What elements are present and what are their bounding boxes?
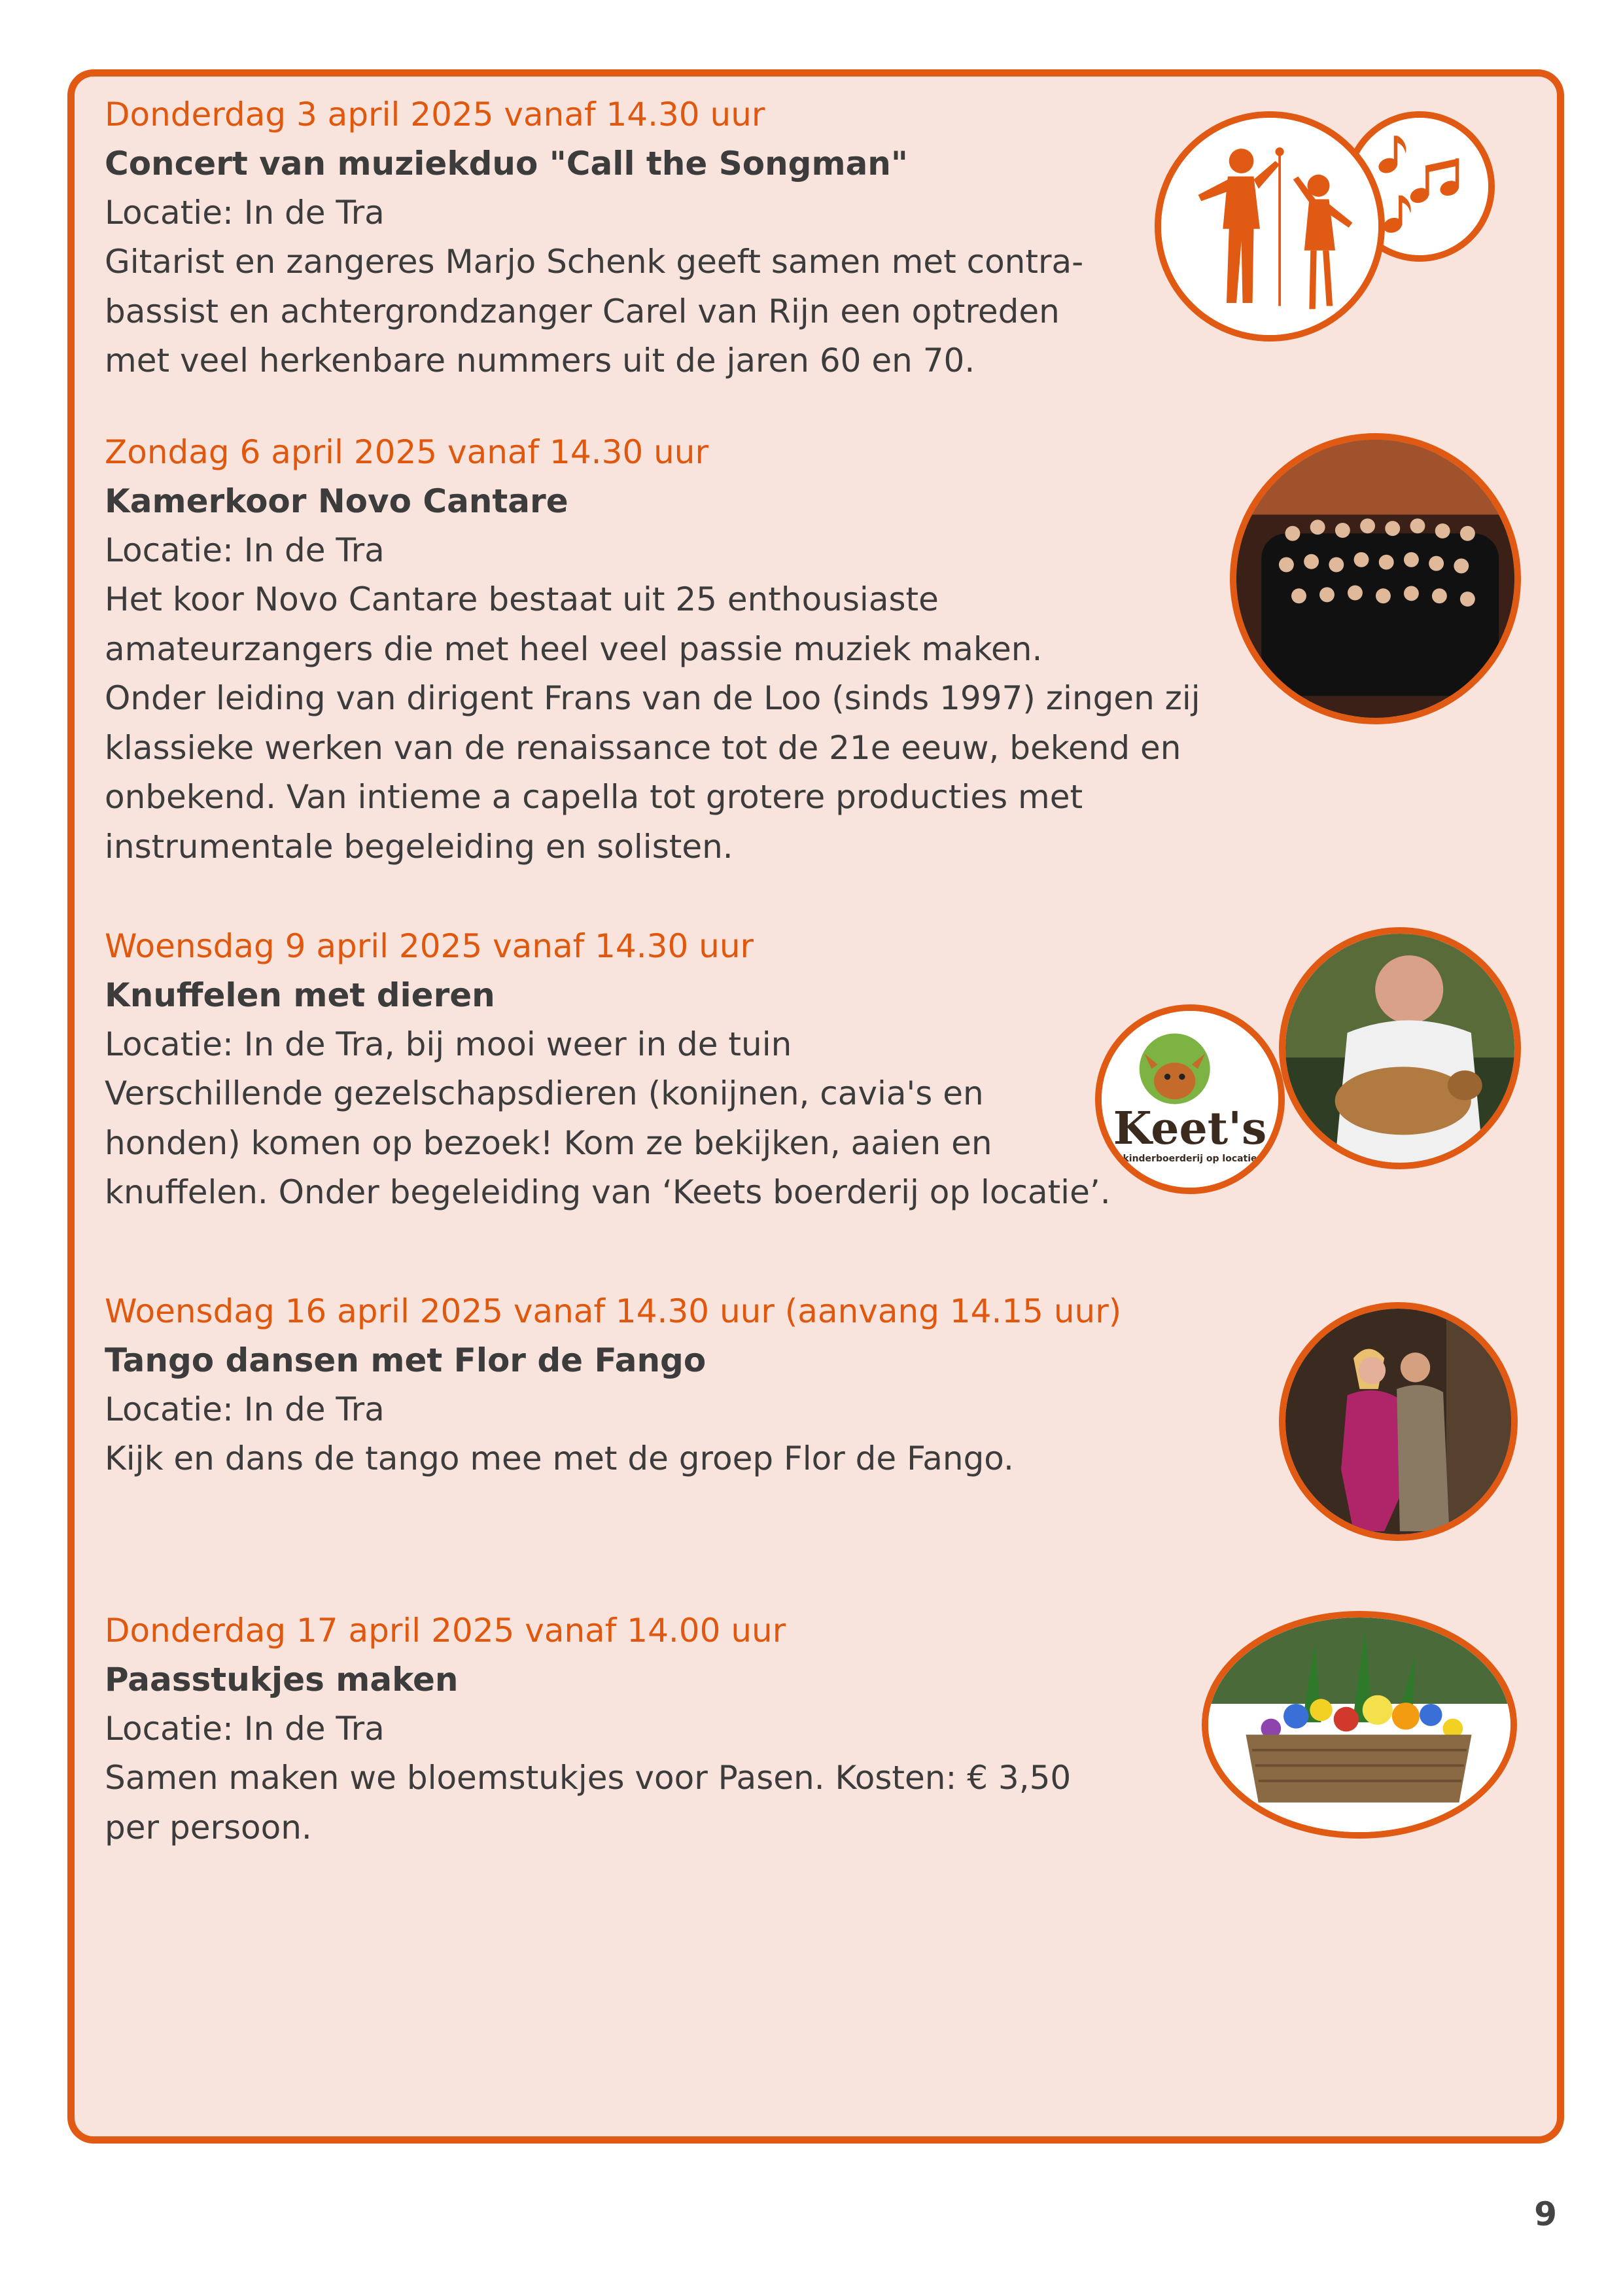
event-animals [105,922,1164,1218]
event-description-line: Onder leiding van dirigent Frans van de Loo (sinds 1997) zingen zij [105,679,1200,717]
event-date: Donderdag 17 april 2025 vanaf 14.00 uur [105,1612,786,1650]
page-number: 9 [1534,2195,1557,2233]
event-title: Paasstukjes maken [105,1661,459,1699]
event-choir [105,428,1200,872]
event-title: Tango dansen met Flor de Fango [105,1341,707,1379]
event-description-line: Gitarist en zangeres Marjo Schenk geeft samen met contra- [105,243,1084,281]
singers-icon [1155,111,1385,342]
keets-logo-text: Keet's [1113,1103,1267,1155]
event-description-line: met veel herkenbare nummers uit de jaren 60 en 70. [105,342,975,380]
event-location: Locatie: In de Tra [105,1390,385,1428]
event-description-line: Kijk en dans de tango mee met de groep Flor de Fango. [105,1439,1014,1477]
man-holding-chicken-photo [1279,927,1521,1169]
event-date: Donderdag 3 april 2025 vanaf 14.30 uur [105,96,765,133]
event-description-line: bassist en achtergrondzanger Carel van Rijn een optreden [105,292,1060,330]
event-tango [105,1287,1164,1484]
event-title: Knuffelen met dieren [105,976,495,1014]
event-description-line: Samen maken we bloemstukjes voor Pasen. Kosten: € 3,50 [105,1759,1072,1797]
event-description-line: Verschillende gezelschapsdieren (konijnen, cavia's en [105,1074,984,1112]
event-description-line: Het koor Novo Cantare bestaat uit 25 enthousiaste [105,580,939,618]
event-description-line: onbekend. Van intieme a capella tot grotere producties met [105,778,1083,816]
event-location: Locatie: In de Tra [105,531,385,569]
event-location: Locatie: In de Tra, bij mooi weer in de tuin [105,1025,792,1063]
keets-logo-subtext: kinderboerderij op locatie [1123,1154,1257,1164]
event-description-line: knuffelen. Onder begeleiding van ‘Keets boerderij op locatie’. [105,1173,1111,1211]
event-description-line: amateurzangers die met heel veel passie muziek maken. [105,629,1043,668]
keets-logo [1095,1004,1285,1194]
event-location: Locatie: In de Tra [105,1710,385,1748]
event-date: Woensdag 16 april 2025 vanaf 14.30 uur (aanvang 14.15 uur) [105,1292,1122,1330]
event-concert [105,90,1164,386]
event-description-line: instrumentale begeleiding en solisten. [105,827,733,866]
event-description-line: honden) komen op bezoek! Kom ze bekijken, aaien en [105,1123,992,1162]
event-description-line: per persoon. [105,1808,312,1846]
event-title: Kamerkoor Novo Cantare [105,482,568,520]
event-title: Concert van muziekduo "Call the Songman" [105,145,908,183]
choir-photo [1230,433,1521,724]
event-date: Zondag 6 april 2025 vanaf 14.30 uur [105,433,709,471]
event-date: Woensdag 9 april 2025 vanaf 14.30 uur [105,927,754,965]
event-description-line: klassieke werken van de renaissance tot de 21e eeuw, bekend en [105,728,1181,767]
flower-basket-photo [1202,1611,1517,1839]
event-easter [105,1606,1164,1852]
event-location: Locatie: In de Tra [105,194,385,232]
tango-dancers-photo [1279,1302,1518,1541]
